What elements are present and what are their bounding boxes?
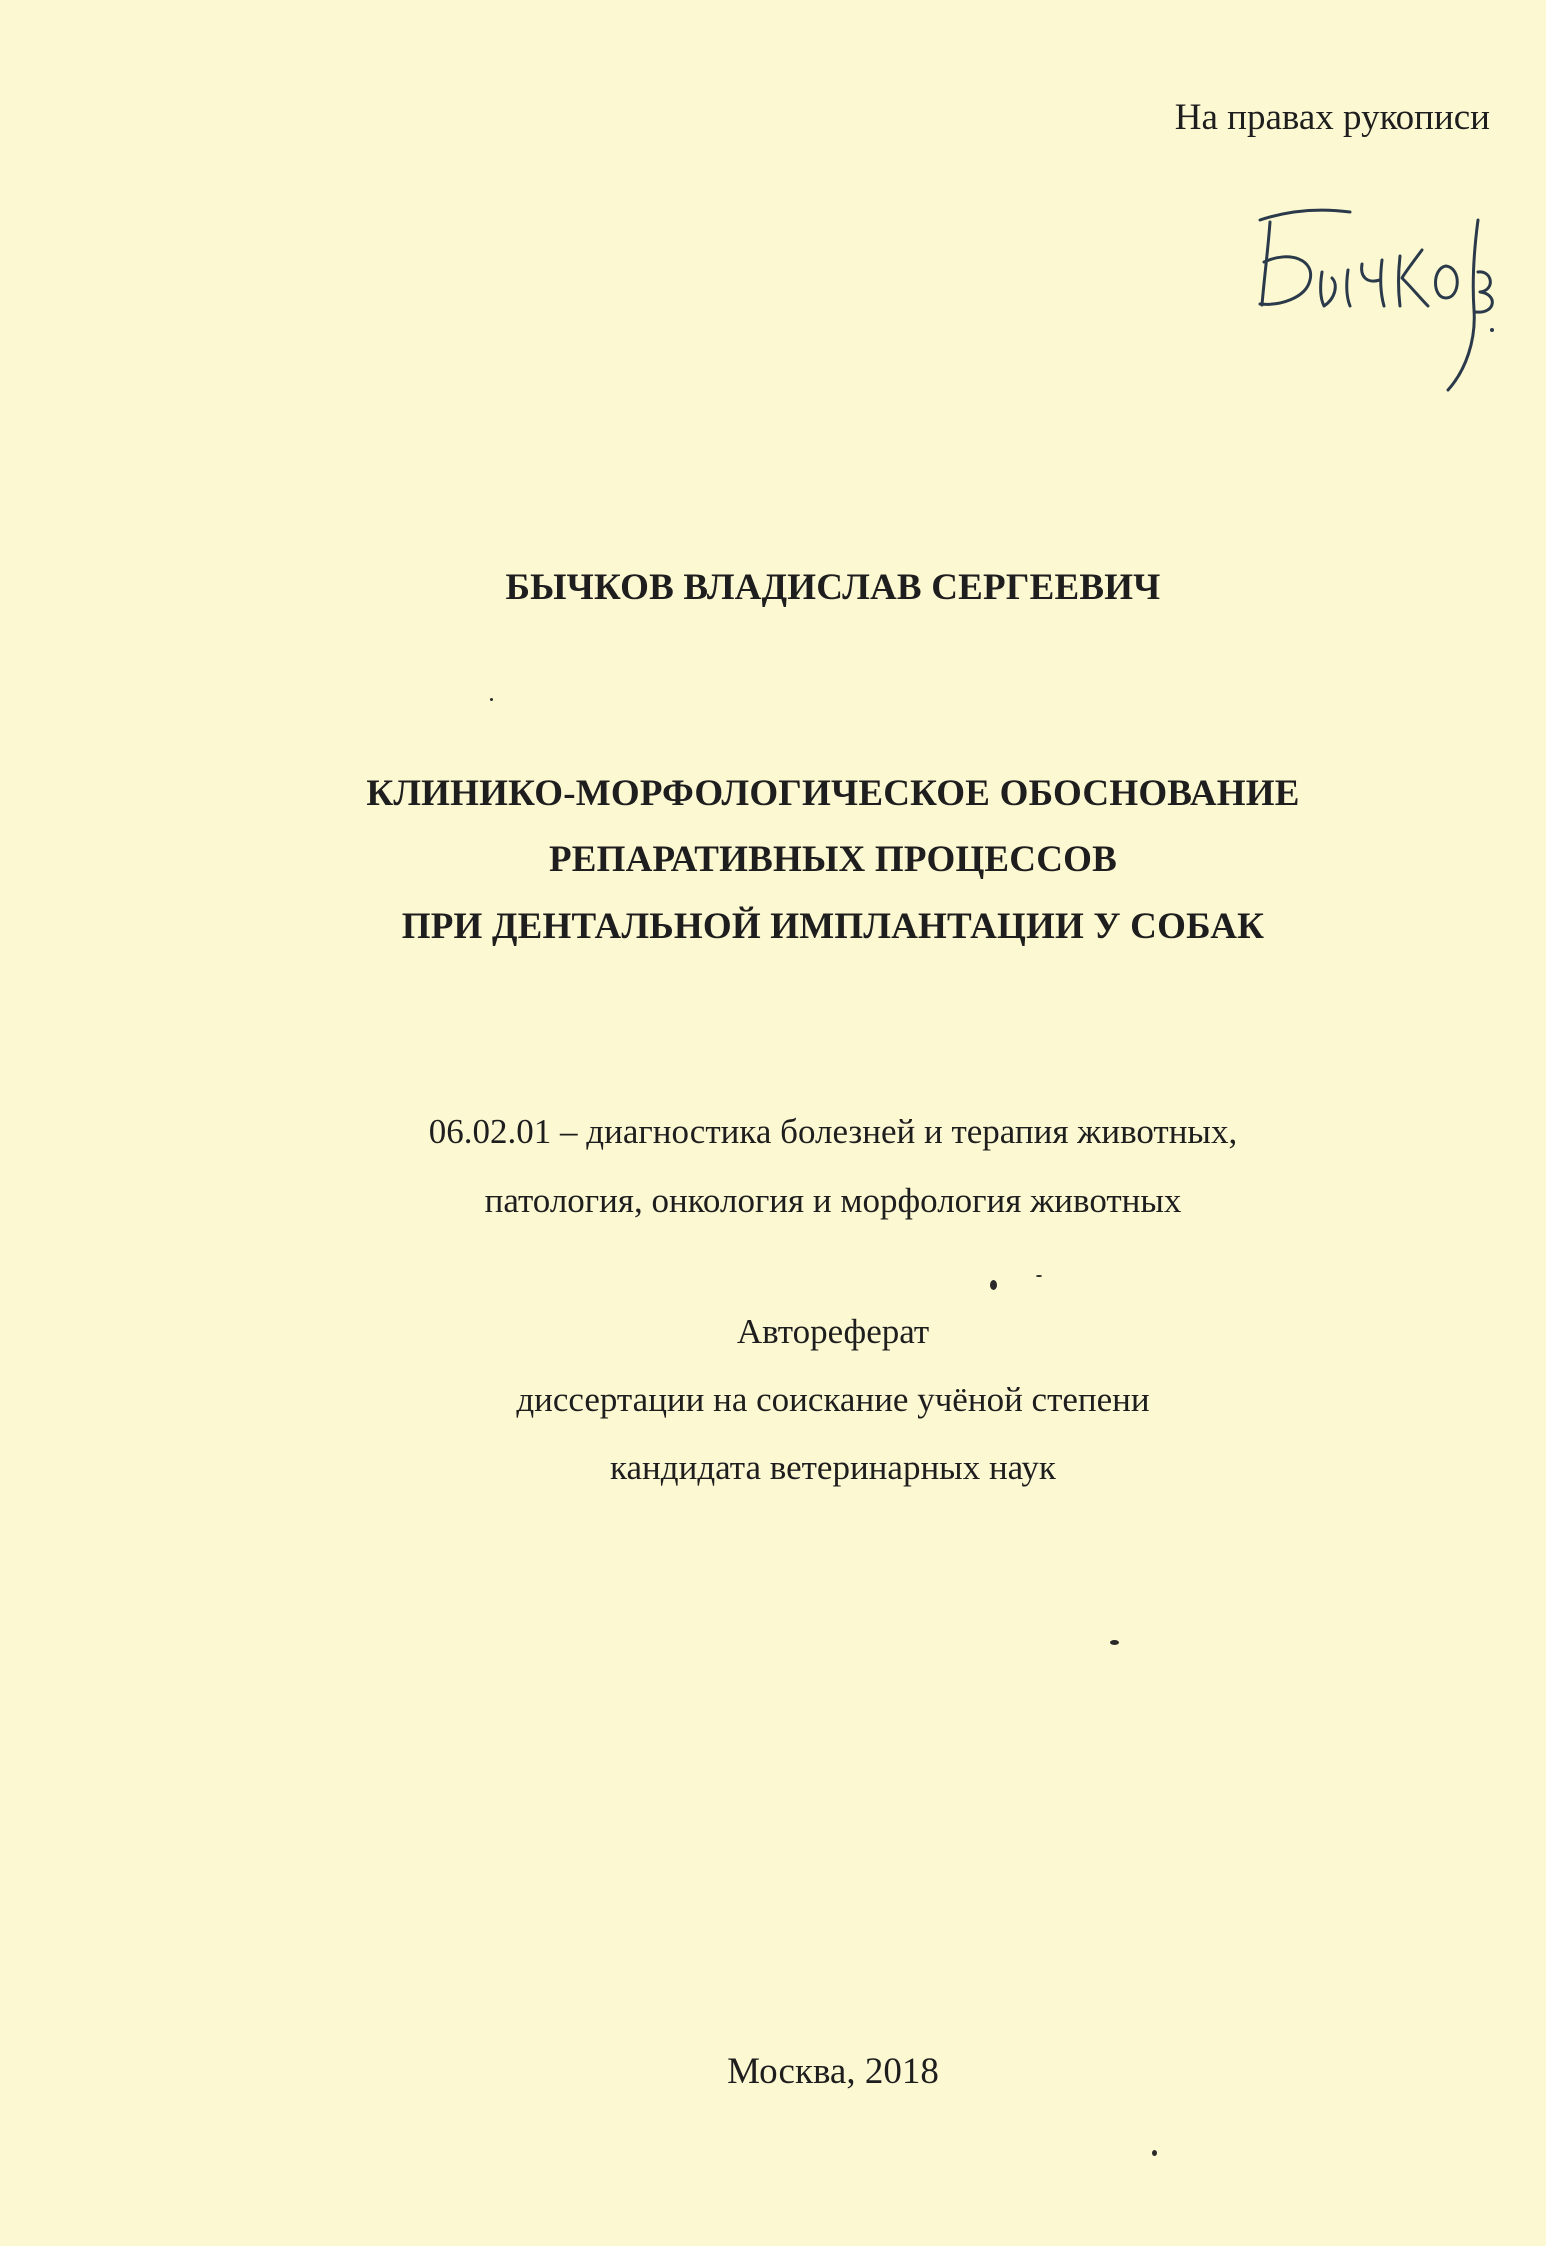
scan-speck xyxy=(990,1280,997,1290)
abstract-heading: Автореферат xyxy=(736,1312,930,1351)
author-name: БЫЧКОВ ВЛАДИСЛАВ СЕРГЕЕВИЧ xyxy=(505,567,1161,608)
scan-speck xyxy=(1036,1275,1042,1277)
title-line: КЛИНИКО-МОРФОЛОГИЧЕСКОЕ ОБОСНОВАНИЕ xyxy=(366,773,1300,814)
signature-icon xyxy=(1240,180,1500,410)
scan-speck xyxy=(490,698,493,701)
specialty-line: 06.02.01 – диагностика болезней и терапия животных, xyxy=(428,1112,1238,1151)
scan-speck xyxy=(1110,1640,1119,1645)
city-year: Москва, 2018 xyxy=(727,2051,939,2092)
abstract-line: кандидата ветеринарных наук xyxy=(610,1448,1056,1487)
title-line: РЕПАРАТИВНЫХ ПРОЦЕССОВ xyxy=(548,839,1118,880)
rights-note: На правах рукописи xyxy=(1174,97,1490,138)
abstract-line: диссертации на соискание учёной степени xyxy=(516,1380,1150,1419)
title-line: ПРИ ДЕНТАЛЬНОЙ ИМПЛАНТАЦИИ У СОБАК xyxy=(401,906,1265,947)
scan-speck xyxy=(1152,2150,1157,2156)
specialty-line: патология, онкология и морфология животных xyxy=(484,1181,1182,1220)
